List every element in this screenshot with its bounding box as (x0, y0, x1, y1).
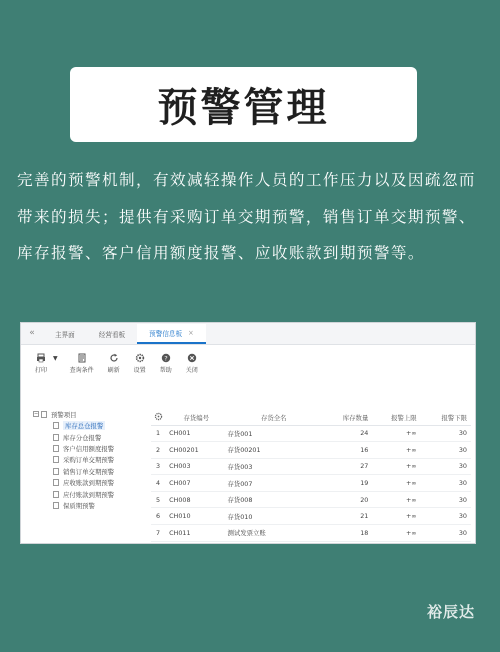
document-icon (53, 445, 59, 452)
print-dropdown-icon[interactable]: ▼ (53, 354, 58, 362)
table-cell: +∞ (372, 458, 420, 475)
title-card (70, 67, 417, 142)
print-button[interactable]: 打印 (35, 353, 47, 374)
table-cell: 30 (421, 425, 471, 442)
tree-item-shelf-life[interactable]: 保质期预警 (33, 500, 145, 511)
table-cell: +∞ (372, 525, 420, 542)
table-cell: 存货003 (223, 458, 320, 475)
table-cell: CH007 (165, 475, 223, 492)
table-cell: +∞ (372, 475, 420, 492)
refresh-icon (109, 353, 119, 363)
table-cell: 24 (320, 425, 372, 442)
alert-table (151, 411, 471, 542)
column-header[interactable]: 存货编号 (165, 411, 223, 425)
tab-bar (21, 323, 475, 345)
tree-item-payable-due[interactable]: 应付账款到期预警 (33, 488, 145, 499)
table-row[interactable] (151, 508, 471, 525)
table-cell: +∞ (372, 425, 420, 442)
collapse-minus-icon[interactable]: − (34, 411, 39, 417)
table-row[interactable] (151, 442, 471, 459)
table-cell: 4 (151, 475, 165, 492)
table-cell: 7 (151, 525, 165, 542)
table-cell: +∞ (372, 491, 420, 508)
table-cell: 存货007 (223, 475, 320, 492)
tree-item-stock-total[interactable]: 库存总仓报警 (33, 420, 145, 431)
table-row[interactable] (151, 458, 471, 475)
table-cell: CH00201 (165, 442, 223, 459)
table-cell: 21 (320, 508, 372, 525)
table-cell: 16 (320, 442, 372, 459)
document-icon (53, 456, 59, 463)
table-cell: 27 (320, 458, 372, 475)
table-cell: 存货001 (223, 425, 320, 442)
document-icon (53, 479, 59, 486)
table-cell: CH010 (165, 508, 223, 525)
column-header[interactable]: 报警下限 (421, 411, 471, 425)
table-row[interactable] (151, 525, 471, 542)
collapse-icon[interactable]: « (29, 328, 35, 338)
table-cell: 18 (320, 525, 372, 542)
table-cell: 1 (151, 425, 165, 442)
gear-icon (135, 353, 145, 363)
column-header[interactable]: 存货全名 (223, 411, 320, 425)
table-cell: 5 (151, 491, 165, 508)
folder-icon (41, 411, 47, 418)
table-row[interactable] (151, 491, 471, 508)
table-cell: 存货008 (223, 491, 320, 508)
table-cell: 30 (421, 442, 471, 459)
column-header[interactable]: 库存数量 (320, 411, 372, 425)
document-icon (53, 434, 59, 441)
document-icon (53, 422, 59, 429)
document-icon (53, 491, 59, 498)
document-icon (53, 502, 59, 509)
table-cell: CH001 (165, 425, 223, 442)
table-cell: 30 (421, 508, 471, 525)
tab-dashboard[interactable]: 经营看板 (98, 331, 126, 339)
help-button[interactable]: ? 帮助 (159, 353, 172, 374)
query-button[interactable]: 查询条件 (70, 353, 94, 374)
tree-item-sales-due[interactable]: 销售订单交期预警 (33, 466, 145, 477)
table-cell: CH008 (165, 491, 223, 508)
table-cell: CH003 (165, 458, 223, 475)
column-settings-icon[interactable] (151, 411, 165, 425)
tree-item-receivable-due[interactable]: 应收账款到期预警 (33, 477, 145, 488)
table-cell: 存货010 (223, 508, 320, 525)
table-cell: 30 (421, 458, 471, 475)
table-row[interactable] (151, 475, 471, 492)
page-title: 预警管理 (157, 85, 330, 131)
table-cell: 测试发票立账 (223, 525, 320, 542)
table-cell: 3 (151, 458, 165, 475)
toolbar (21, 345, 475, 381)
close-icon (187, 353, 197, 363)
table-cell: +∞ (372, 508, 420, 525)
tab-alert-board[interactable]: 预警信息板 × (137, 324, 206, 344)
column-header[interactable]: 报警上限 (372, 411, 420, 425)
query-icon (77, 353, 87, 363)
table-cell: 存货00201 (223, 442, 320, 459)
printer-icon (36, 353, 46, 363)
alert-tree (33, 409, 145, 511)
refresh-button[interactable]: 刷新 (108, 353, 120, 374)
table-cell: 2 (151, 442, 165, 459)
close-button[interactable]: 关闭 (186, 353, 198, 374)
svg-text:?: ? (163, 353, 168, 362)
brand-watermark: 裕辰达 (427, 603, 476, 621)
tab-close-icon[interactable]: × (188, 329, 194, 337)
table-cell: 19 (320, 475, 372, 492)
table-cell: 6 (151, 508, 165, 525)
table-header-row (151, 411, 471, 425)
tree-root[interactable]: − 预警项目 (34, 410, 77, 419)
tree-item-credit-limit[interactable]: 客户信用额度报警 (33, 443, 145, 454)
settings-button[interactable]: 设置 (134, 353, 146, 374)
table-cell: +∞ (372, 442, 420, 459)
tree-item-stock-branch[interactable]: 库存分仓报警 (33, 431, 145, 442)
tab-home[interactable]: 主界面 (55, 331, 75, 339)
tree-item-purchase-due[interactable]: 采购订单交期预警 (33, 454, 145, 465)
table-cell: 30 (421, 525, 471, 542)
help-icon (161, 353, 171, 363)
table-row[interactable] (151, 425, 471, 442)
description-text: 完善的预警机制，有效减轻操作人员的工作压力以及因疏忽而带来的损失；提供有采购订单交期预警，销售订单交期预警、库存报警、客户信用额度报警、应收账款到期预警等。 (17, 171, 476, 262)
document-icon (53, 468, 59, 475)
table-cell: CH011 (165, 525, 223, 542)
app-window (20, 322, 476, 544)
table-cell: 30 (421, 475, 471, 492)
table-cell: 30 (421, 491, 471, 508)
table-cell: 20 (320, 491, 372, 508)
